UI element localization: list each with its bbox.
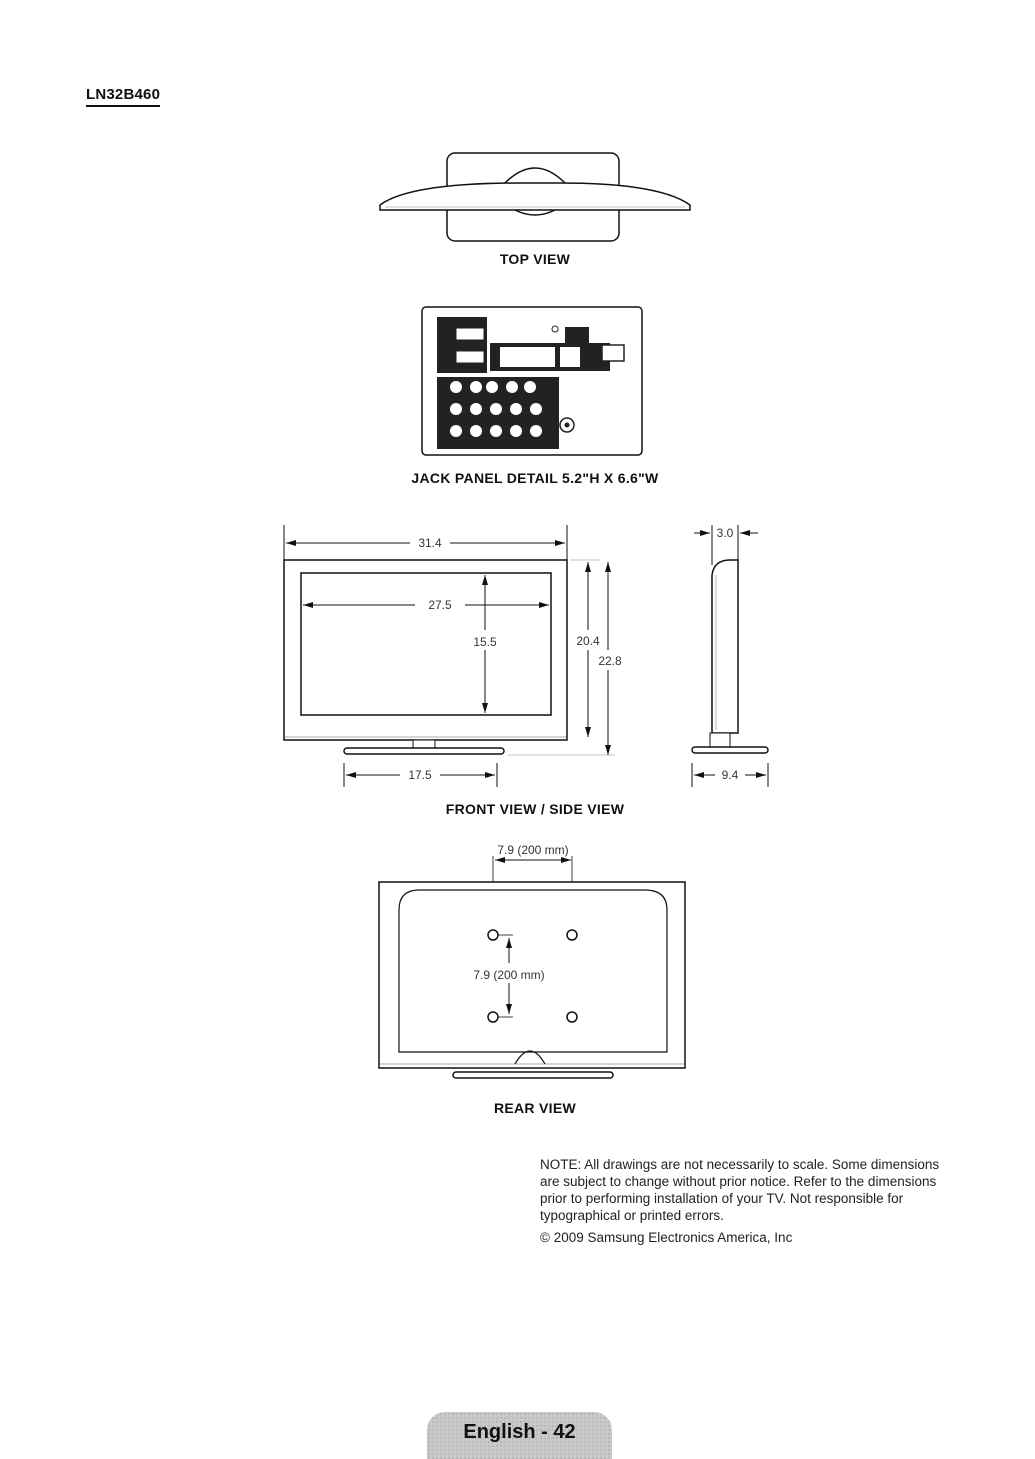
dim-vesa-vertical: 7.9 (200 mm) [473,968,545,982]
dim-stand-width: 17.5 [408,768,432,782]
dim-screen-height: 15.5 [473,635,497,649]
front-side-view-caption: FRONT VIEW / SIDE VIEW [445,801,625,817]
model-title: LN32B460 [86,86,160,107]
page-number-tab [427,1412,612,1459]
jack-panel-caption: JACK PANEL DETAIL 5.2"H X 6.6"W [411,470,659,486]
page-number: English - 42 [463,1421,576,1443]
dim-vesa-horizontal: 7.9 (200 mm) [497,843,569,857]
dim-overall-width: 31.4 [418,536,442,550]
jack-panel-drawing [420,305,644,457]
dim-height-with-stand: 22.8 [598,654,622,668]
rear-view-caption: REAR VIEW [493,1100,577,1116]
front-side-view-drawing [270,515,790,795]
dim-height-no-stand: 20.4 [576,634,600,648]
dim-depth: 3.0 [716,526,734,540]
top-view-caption: TOP VIEW [499,251,571,267]
dim-screen-width: 27.5 [428,598,452,612]
dim-stand-depth: 9.4 [721,768,739,782]
disclaimer-note: NOTE: All drawings are not necessarily to scale. Some dimensions are subject to change without prior notice. Refer to the dimensions prior to performing installation of your TV. Not responsible for typographical or printed errors. [540,1157,940,1223]
top-view-drawing [370,148,700,248]
rear-view-drawing [375,838,690,1083]
copyright: © 2009 Samsung Electronics America, Inc [540,1230,793,1245]
